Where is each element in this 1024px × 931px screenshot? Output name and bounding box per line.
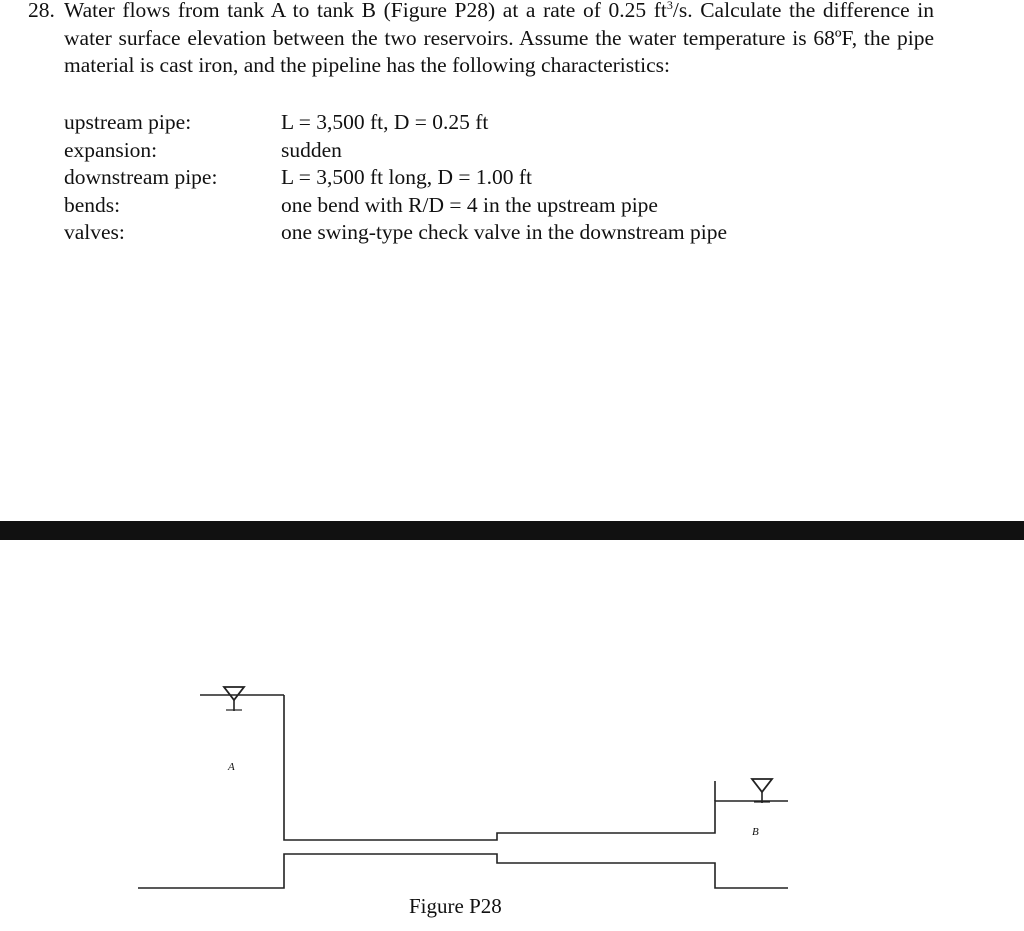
spec-value: one swing-type check valve in the downstream pipe [281,220,727,244]
spec-label: downstream pipe: [64,165,218,189]
black-divider-bar [0,521,1024,540]
problem-statement [28,0,934,80]
spec-value: one bend with R/D = 4 in the upstream pipe [281,192,658,217]
figure-caption: Figure P28 [409,894,502,918]
water-surface-symbol-b [715,779,772,803]
spec-label: expansion: [64,137,158,162]
pipe-top-wall [284,695,788,840]
superscript-exponent: 3 [666,0,673,12]
tank-b-label: B [752,826,759,838]
problem-number: 28. [28,0,55,22]
spec-value: L = 3,500 ft long, D = 1.00 ft [281,165,532,189]
problem-text-part2: /s. Calculate the difference in water surface elevation between the two reservoirs. Assume the water temperature is 68ºF, the pipe material is cast iron, and the pipeline has the following characteristics: [64,0,935,77]
spec-label: upstream pipe: [64,110,192,134]
spec-label: valves: [64,220,125,244]
problem-text [64,0,934,80]
spec-label: bends: [64,192,121,217]
tank-a-label: A [228,761,235,773]
figure-p28 [0,540,1024,931]
pipe-bottom-wall [138,854,788,888]
pipeline-diagram [0,540,1024,931]
spec-value: sudden [281,137,342,162]
tank-a [138,695,788,888]
spec-value: L = 3,500 ft, D = 0.25 ft [281,110,489,134]
water-surface-symbol-a [224,687,244,711]
problem-text-part1: Water flows from tank A to tank B (Figure P28) at a rate of 0.25 ft [64,0,667,22]
